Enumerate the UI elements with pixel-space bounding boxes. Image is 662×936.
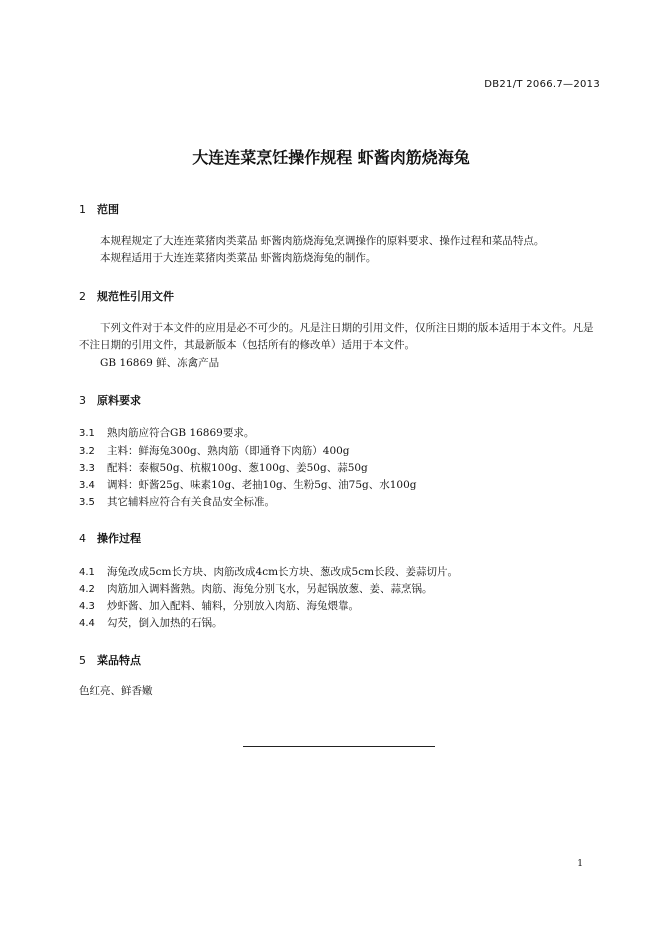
section-number: 2 [79, 290, 86, 303]
section-title: 范围 [97, 203, 119, 216]
clause-text: 勾芡，倒入加热的石锅。 [107, 617, 223, 629]
clause-number: 4.4 [79, 618, 95, 629]
section-heading-procedure [79, 530, 141, 546]
scope-paragraph-1: 本规程规定了大连连菜猪肉类菜品 虾酱肉筋烧海兔烹调操作的原料要求、操作过程和菜品特点。 [100, 235, 545, 247]
clause-text: 配料：泰椒50g、杭椒100g、葱100g、姜50g、蒜50g [107, 462, 368, 474]
clause-text: 熟肉筋应符合GB 16869要求。 [107, 427, 255, 439]
section-title: 原料要求 [97, 394, 141, 407]
list-item [79, 564, 458, 579]
clause-text: 肉筋加入调料酱熟。肉筋、海兔分别飞水，另起锅放葱、姜、蒜烹锅。 [107, 583, 433, 595]
list-item [79, 494, 275, 509]
clause-text: 炒虾酱、加入配料、辅料，分别放入肉筋、海兔煨靠。 [107, 600, 359, 612]
section-number: 3 [79, 394, 86, 407]
list-item [79, 598, 359, 613]
clause-number: 4.1 [79, 567, 95, 578]
list-item [79, 477, 417, 492]
section-number: 4 [79, 532, 86, 545]
section-number: 1 [79, 203, 86, 216]
section-heading-dish-characteristics [79, 652, 141, 668]
clause-text: 主料：鲜海兔300g、熟肉筋（即通脊下肉筋）400g [107, 445, 350, 457]
section-title: 操作过程 [97, 532, 141, 545]
list-item [79, 460, 368, 475]
clause-number: 3.4 [79, 480, 95, 491]
clause-number: 4.3 [79, 601, 95, 612]
section-heading-scope [79, 201, 119, 217]
section-number: 5 [79, 654, 86, 667]
list-item [79, 443, 350, 458]
section-title: 菜品特点 [97, 654, 141, 667]
clause-number: 3.3 [79, 463, 95, 474]
section-heading-raw-materials [79, 392, 141, 408]
section-heading-normative-references [79, 288, 174, 304]
dish-characteristics-text: 色红亮、鲜香嫩 [79, 685, 153, 697]
clause-number: 4.2 [79, 584, 95, 595]
clause-number: 3.2 [79, 446, 95, 457]
document-title: 大连连菜烹饪操作规程 虾酱肉筋烧海兔 [192, 148, 470, 167]
section-title: 规范性引用文件 [97, 290, 174, 303]
references-paragraph: 下列文件对于本文件的应用是必不可少的。凡是注日期的引用文件，仅所注日期的版本适用于本文件。凡是不注日期的引用文件，其最新版本（包括所有的修改单）适用于本文件。 [79, 322, 594, 351]
page-number: 1 [577, 859, 583, 869]
scope-paragraph-2: 本规程适用于大连连菜猪肉类菜品 虾酱肉筋烧海兔的制作。 [100, 252, 377, 264]
clause-text: 海兔改成5cm长方块、肉筋改成4cm长方块、葱改成5cm长段、姜蒜切片。 [107, 566, 459, 578]
end-divider [243, 746, 435, 747]
clause-text: 调料：虾酱25g、味素10g、老抽10g、生粉5g、油75g、水100g [107, 479, 417, 491]
standard-code: DB21/T 2066.7—2013 [484, 79, 600, 90]
clause-text: 其它辅料应符合有关食品安全标准。 [107, 496, 275, 508]
clause-number: 3.1 [79, 428, 95, 439]
reference-item: GB 16869 鲜、冻禽产品 [100, 357, 220, 369]
clause-number: 3.5 [79, 497, 95, 508]
list-item [79, 615, 223, 630]
list-item [79, 581, 433, 596]
list-item [79, 425, 254, 440]
